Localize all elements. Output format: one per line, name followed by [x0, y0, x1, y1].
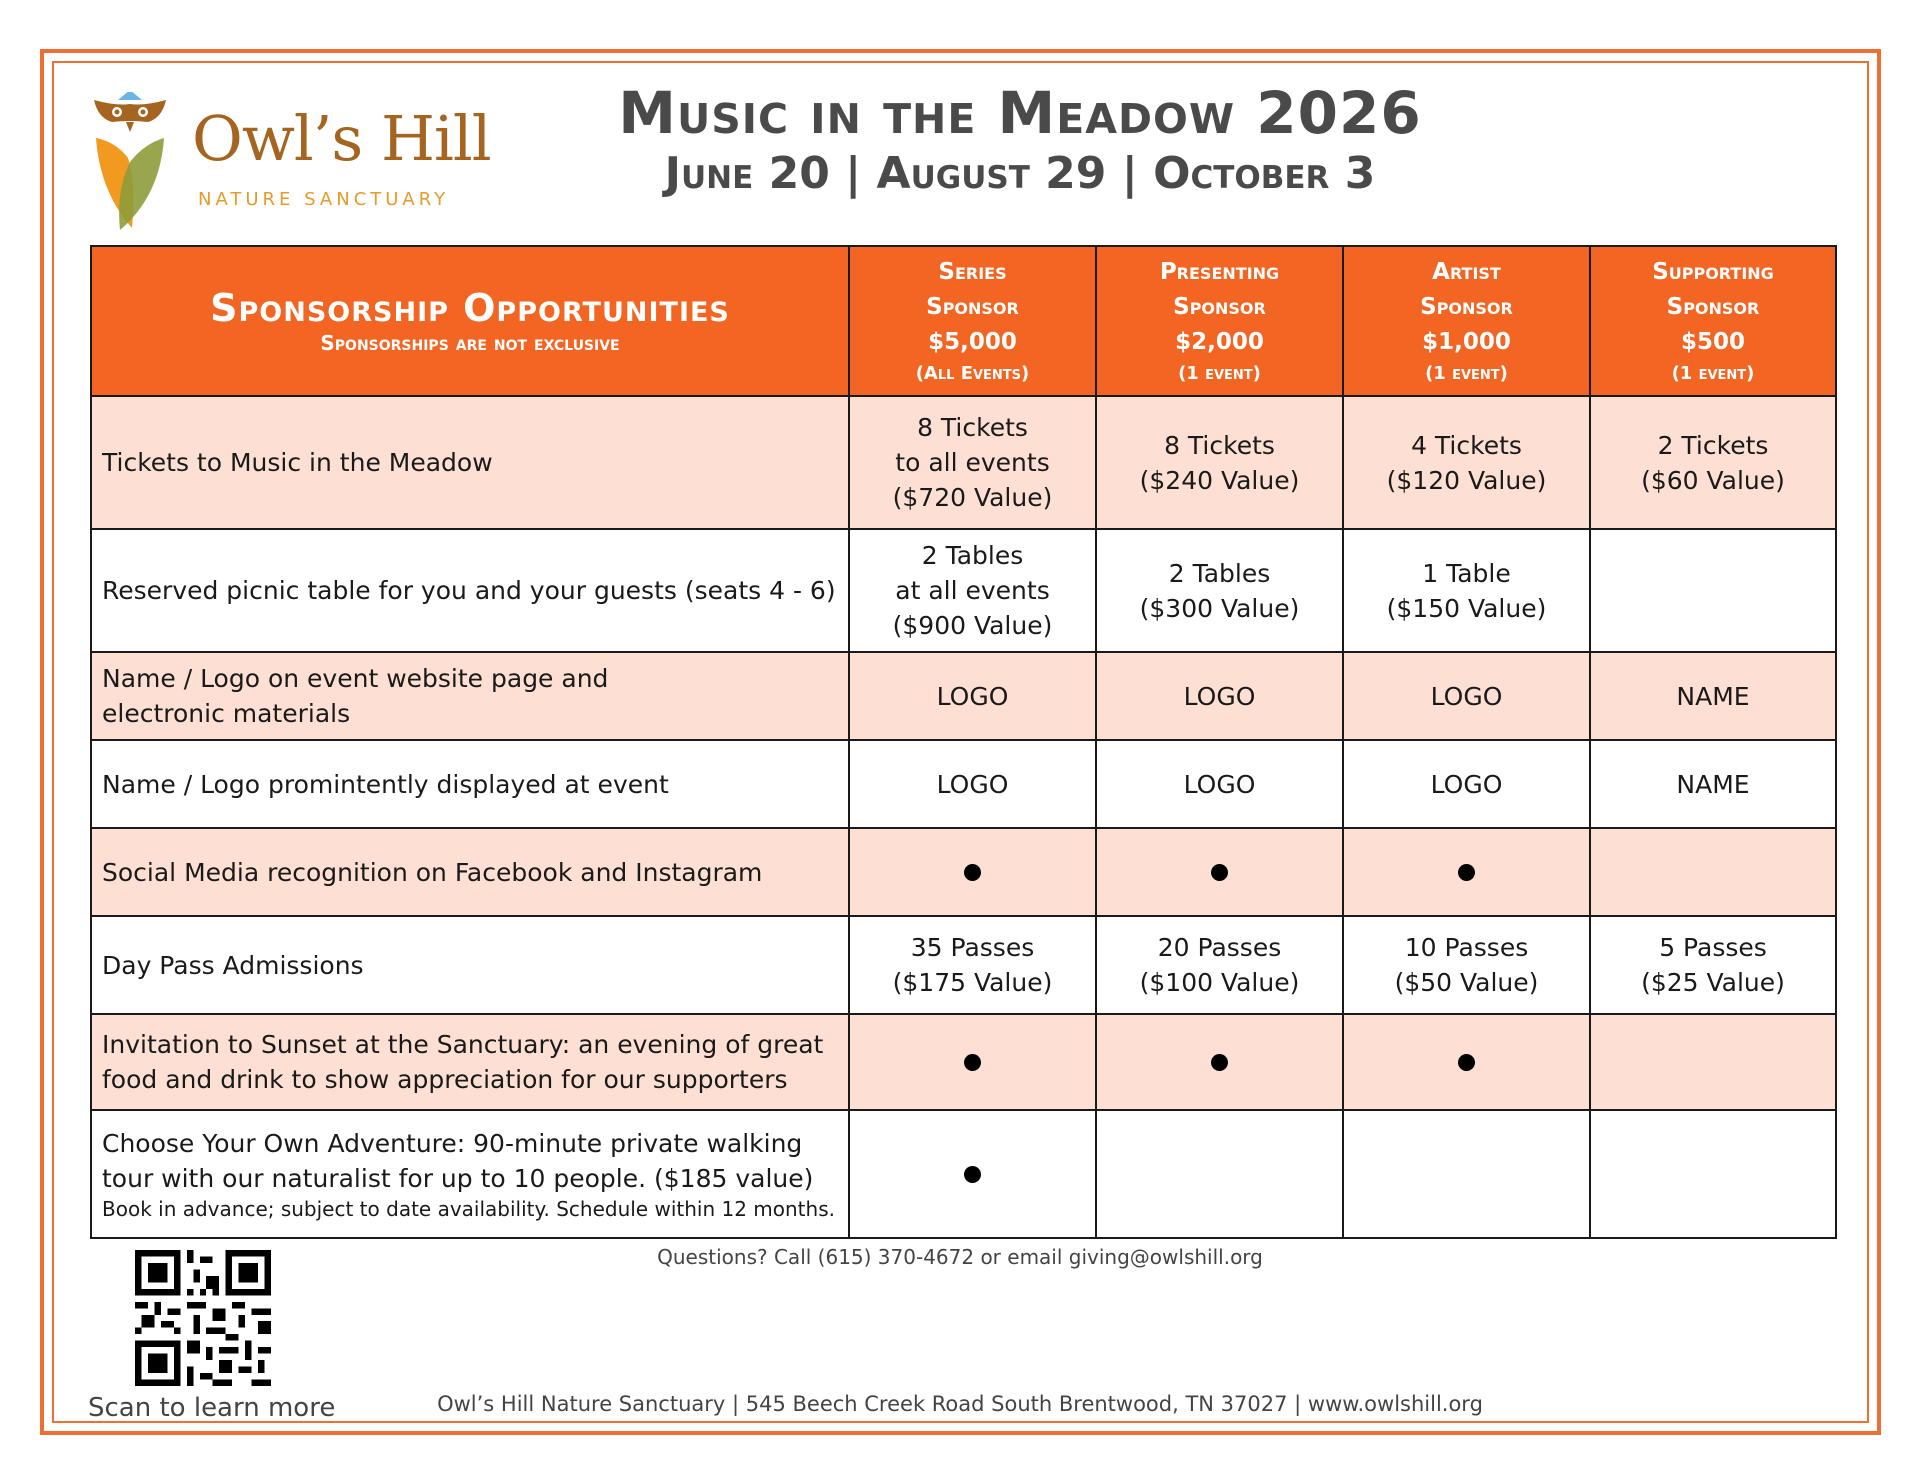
table-cell [1343, 1110, 1590, 1238]
table-cell [1343, 529, 1590, 652]
column-name: Sponsor [1173, 293, 1266, 320]
row-label: Name / Logo promintently displayed at event [91, 740, 849, 828]
table-row-social [91, 828, 1836, 916]
row-label: Social Media recognition on Facebook and Instagram [91, 828, 849, 916]
table-cell [849, 1110, 1096, 1238]
cell-line: 10 Passes [1404, 933, 1529, 962]
table-cell [849, 828, 1096, 916]
qr-caption: Scan to learn more [88, 1393, 336, 1423]
table-cell [1096, 529, 1343, 652]
included-dot-icon [964, 1054, 981, 1071]
column-header-artist [1343, 246, 1590, 396]
column-name: Sponsor [1666, 293, 1760, 320]
cell-line: ($120 Value) [1386, 465, 1547, 495]
column-name: Sponsor [1420, 293, 1513, 320]
column-scope: (1 event) [1178, 362, 1261, 384]
table-row-tickets [91, 396, 1836, 529]
column-scope: (1 event) [1671, 362, 1755, 384]
column-price: $2,000 [1175, 328, 1264, 355]
column-header-series [849, 246, 1096, 396]
column-price: $1,000 [1422, 328, 1511, 355]
cell-line: 2 Tables [1168, 558, 1271, 588]
table-cell: LOGO [1096, 652, 1343, 740]
event-dates: June 20 | August 29 | October 3 [664, 148, 1376, 199]
column-scope: (All Events) [915, 362, 1030, 384]
cell-line: ($300 Value) [1139, 593, 1300, 623]
cell-line: 8 Tickets [917, 413, 1028, 442]
table-row-adventure [91, 1110, 1836, 1238]
cell-line: ($900 Value) [892, 611, 1053, 640]
cell-line: 4 Tickets [1411, 430, 1522, 460]
table-cell [1590, 1014, 1836, 1110]
table-cell [1096, 916, 1343, 1014]
row-label: Day Pass Admissions [91, 916, 849, 1014]
table-cell: LOGO [1343, 740, 1590, 828]
table-cell: NAME [1590, 740, 1836, 828]
column-name: Artist [1432, 258, 1501, 285]
table-row-website [91, 652, 1836, 740]
cell-line: 1 Table [1422, 558, 1511, 588]
column-name: Supporting [1652, 258, 1774, 285]
table-row-picnic [91, 529, 1836, 652]
table-row-event-display [91, 740, 1836, 828]
table-cell: NAME [1590, 652, 1836, 740]
table-cell [849, 396, 1096, 529]
row-label: Reserved picnic table for you and your guests (seats 4 - 6) [91, 529, 849, 652]
included-dot-icon [1458, 1054, 1475, 1071]
row-label [91, 1110, 849, 1238]
table-cell-empty [1590, 529, 1836, 652]
table-heading [91, 246, 849, 396]
included-dot-icon [1211, 1054, 1228, 1071]
table-cell [1590, 1110, 1836, 1238]
cell-line: 2 Tickets [1657, 430, 1769, 460]
table-cell [1343, 828, 1590, 916]
table-row-day-pass [91, 916, 1836, 1014]
row-note: Book in advance; subject to date availability. Schedule within 12 months. [102, 1197, 835, 1221]
table-cell [849, 529, 1096, 652]
column-name: Series [938, 258, 1007, 285]
column-name: Sponsor [926, 293, 1019, 320]
column-price: $500 [1680, 328, 1745, 355]
table-cell [1096, 1014, 1343, 1110]
sponsorship-heading: Sponsorship Opportunities [210, 286, 730, 330]
cell-line: ($25 Value) [1641, 968, 1785, 997]
table-cell [1343, 1014, 1590, 1110]
row-label-line: Choose Your Own Adventure: 90-minute private walking [102, 1129, 803, 1158]
table-cell [1096, 828, 1343, 916]
footer-address: Owl’s Hill Nature Sanctuary | 545 Beech Creek Road South Brentwood, TN 37027 | www.owlshill.org [437, 1392, 1483, 1416]
table-cell [849, 916, 1096, 1014]
table-cell [1590, 396, 1836, 529]
row-label-line: food and drink to show appreciation for our supporters [102, 1065, 788, 1094]
cell-line: ($100 Value) [1139, 968, 1300, 997]
cell-line: ($50 Value) [1394, 968, 1539, 997]
column-price: $5,000 [928, 328, 1017, 355]
table-row-sunset [91, 1014, 1836, 1110]
brand-name: Owl’s Hill [192, 102, 491, 175]
column-name: Presenting [1159, 258, 1280, 285]
table-cell [1096, 396, 1343, 529]
cell-line: ($60 Value) [1641, 465, 1785, 495]
table-cell [1590, 916, 1836, 1014]
table-cell: LOGO [1096, 740, 1343, 828]
cell-line: 20 Passes [1157, 933, 1282, 962]
cell-line: at all events [895, 576, 1050, 605]
column-header-supporting [1590, 246, 1836, 396]
cell-line: ($175 Value) [892, 968, 1053, 997]
row-label-line: Invitation to Sunset at the Sanctuary: an evening of great [102, 1030, 824, 1059]
row-label-line: electronic materials [102, 699, 351, 728]
qr-code-icon[interactable] [135, 1250, 271, 1386]
table-cell [1096, 1110, 1343, 1238]
column-scope: (1 event) [1425, 362, 1508, 384]
included-dot-icon [1458, 864, 1475, 881]
sponsorship-subheading: Sponsorships are not exclusive [320, 331, 620, 355]
table-header-row [91, 246, 1836, 396]
table-cell [1590, 828, 1836, 916]
table-cell: LOGO [1343, 652, 1590, 740]
cell-line: 8 Tickets [1164, 430, 1275, 460]
table-cell: LOGO [849, 652, 1096, 740]
brand-subtitle: NATURE SANCTUARY [198, 189, 450, 210]
cell-line: to all events [895, 448, 1050, 477]
row-label-line: tour with our naturalist for up to 10 people. ($185 value) [102, 1164, 814, 1193]
included-dot-icon [964, 1166, 981, 1183]
table-cell: LOGO [849, 740, 1096, 828]
cell-line: 35 Passes [910, 933, 1035, 962]
included-dot-icon [964, 864, 981, 881]
row-label [91, 652, 849, 740]
included-dot-icon [1211, 864, 1228, 881]
column-header-presenting [1096, 246, 1343, 396]
contact-line: Questions? Call (615) 370-4672 or email giving@owlshill.org [657, 1245, 1263, 1269]
cell-line: ($240 Value) [1139, 465, 1300, 495]
table-cell [849, 1014, 1096, 1110]
cell-line: ($150 Value) [1386, 593, 1547, 623]
page-title: Music in the Meadow 2026 [618, 79, 1422, 147]
row-label-line: Name / Logo on event website page and [102, 664, 609, 693]
cell-line: 5 Passes [1659, 933, 1767, 962]
cell-line: 2 Tables [921, 541, 1024, 570]
cell-line: ($720 Value) [892, 483, 1053, 512]
table-cell [1343, 916, 1590, 1014]
row-label: Tickets to Music in the Meadow [91, 396, 849, 529]
sponsorship-table [90, 245, 1837, 1239]
row-label [91, 1014, 849, 1110]
table-cell [1343, 396, 1590, 529]
page-title-block [520, 80, 1520, 202]
